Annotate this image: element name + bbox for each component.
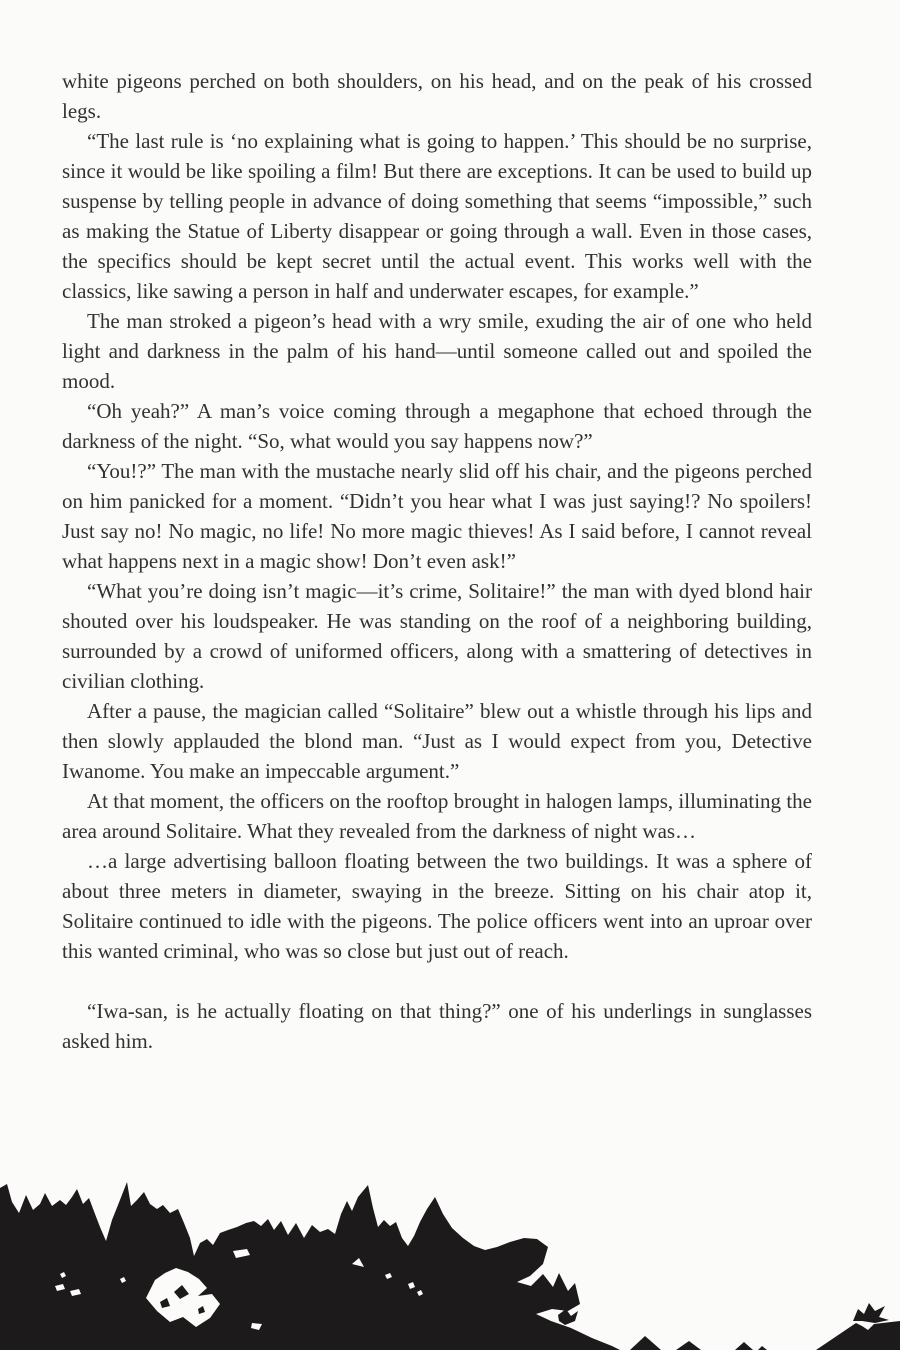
paragraph: The man stroked a pigeon’s head with a wry smile, exuding the air of one who held light and darkness in the palm of his hand—until someone called out and spoiled the mood. (62, 309, 812, 393)
paragraph: “Iwa-san, is he actually floating on that thing?” one of his underlings in sunglasses asked him. (62, 999, 812, 1053)
paragraph: “Oh yeah?” A man’s voice coming through a megaphone that echoed through the darkness of the night. “So, what would you say happens now?” (62, 399, 812, 453)
paragraph: white pigeons perched on both shoulders, on his head, and on the peak of his crossed legs. (62, 69, 812, 123)
floating-shard (558, 1309, 578, 1325)
shattered-ink-silhouette-art (0, 1180, 900, 1350)
ink-mass (0, 1182, 900, 1350)
bottom-spike (676, 1341, 701, 1350)
bottom-spike (630, 1336, 661, 1350)
paragraph: …a large advertising balloon floating between the two buildings. It was a sphere of about three meters in diameter, swaying in the breeze. Sitting on his chair atop it, Solitaire continued to idle with the pigeons. The police officers went into an uproar over this wanted criminal, who was so close but just out of reach. (62, 849, 812, 963)
page-text (62, 66, 812, 1056)
paragraph: “What you’re doing isn’t magic—it’s crime, Solitaire!” the man with dyed blond hair shouted over his loudspeaker. He was standing on the roof of a neighboring building, surrounded by a crowd of uniformed officers, along with a smattering of detectives in civilian clothing. (62, 579, 812, 693)
bottom-spike (735, 1342, 753, 1350)
bottom-spike (758, 1346, 767, 1350)
jagged-mass (0, 1182, 620, 1350)
paragraph: “The last rule is ‘no explaining what is going to happen.’ This should be no surprise, since it would be like spoiling a film! But there are exceptions. It can be used to build up suspense by telling people in advance of doing something that seems “impossible,” such as making the Statue of Liberty disappear or going through a wall. Even in those cases, the specifics should be kept secret until the actual event. This works well with the classics, like sawing a person in half and underwater escapes, for example.” (62, 129, 812, 303)
floating-shard (853, 1303, 889, 1323)
paragraph: At that moment, the officers on the rooftop brought in halogen lamps, illuminating the area around Solitaire. What they revealed from the darkness of night was… (62, 789, 812, 843)
paragraph: After a pause, the magician called “Solitaire” blew out a whistle through his lips and then slowly applauded the blond man. “Just as I would expect from you, Detective Iwanome. You make an impeccable argument.” (62, 699, 812, 783)
corner-shard (816, 1321, 900, 1350)
paragraph: “You!?” The man with the mustache nearly slid off his chair, and the pigeons perched on him panicked for a moment. “Didn’t you hear what I was just saying!? No spoilers! Just say no! No magic, no life! No more magic thieves! As I said before, I cannot reveal what happens next in a magic show! Don’t even ask!” (62, 459, 812, 573)
